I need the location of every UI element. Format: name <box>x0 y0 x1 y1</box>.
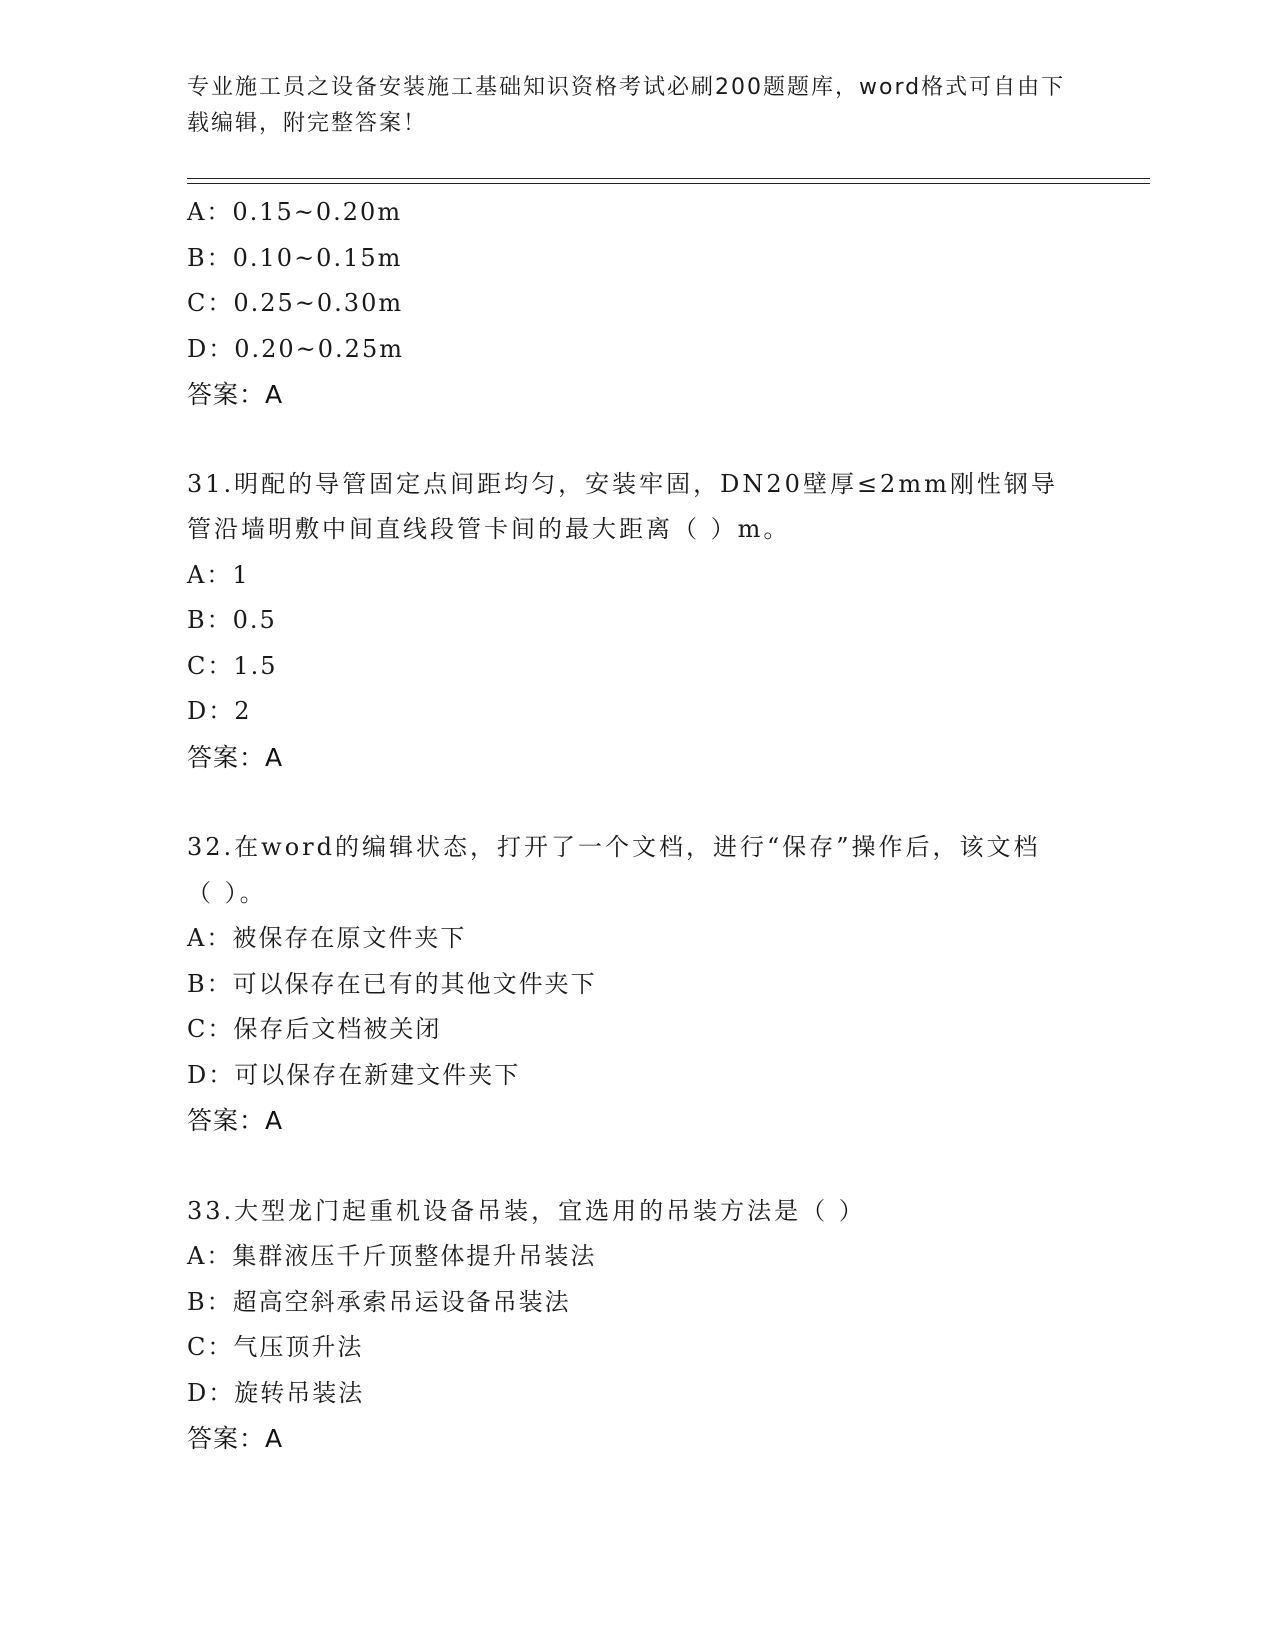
question-block-31 <box>187 462 1087 781</box>
option-c: C：1.5 <box>187 651 278 680</box>
option-c: C：气压顶升法 <box>187 1333 364 1361</box>
document-header: 专业施工员之设备安装施工基础知识资格考试必刷200题题库，word格式可自由下载编辑，附完整答案！ <box>187 75 1066 136</box>
spacer <box>187 418 1087 462</box>
option-b: B：可以保存在已有的其他文件夹下 <box>187 969 597 998</box>
option-a: A：0.15~0.20m <box>187 198 403 226</box>
header-divider-bottom <box>187 183 1150 184</box>
question-block-33 <box>187 1189 1087 1462</box>
question-block-32 <box>187 825 1087 1144</box>
question-text: 33.大型龙门起重机设备吊装，宜选用的吊装方法是（ ） <box>187 1196 866 1225</box>
question-list <box>187 190 1087 1462</box>
option-c: C：0.25~0.30m <box>187 289 404 317</box>
option-a: A：1 <box>187 560 250 589</box>
option-a: A：集群液压千斤顶整体提升吊装法 <box>187 1242 597 1270</box>
option-d: D：2 <box>187 697 252 725</box>
option-d: D：0.20~0.25m <box>187 334 404 363</box>
option-d: D：旋转吊装法 <box>187 1378 365 1407</box>
answer-label: 答案：A <box>187 742 284 772</box>
option-b: B：0.10~0.15m <box>187 243 403 272</box>
option-a: A：被保存在原文件夹下 <box>187 924 467 952</box>
spacer <box>187 780 1087 825</box>
option-b: B：0.5 <box>187 606 277 634</box>
header-divider-top <box>187 178 1150 179</box>
answer-label: 答案：A <box>187 380 284 409</box>
answer-label: 答案：A <box>187 1424 284 1453</box>
prev-question-block <box>187 190 1087 418</box>
option-d: D：可以保存在新建文件夹下 <box>187 1060 521 1089</box>
question-text: 31.明配的导管固定点间距均匀，安装牢固，DN20壁厚≤2mm刚性钢导管沿墙明敷中间直线段管卡间的最大距离（ ）m。 <box>187 469 1058 543</box>
option-b: B：超高空斜承索吊运设备吊装法 <box>187 1287 571 1316</box>
spacer <box>187 1144 1087 1189</box>
answer-label: 答案：A <box>187 1106 284 1135</box>
option-c: C：保存后文档被关闭 <box>187 1015 442 1043</box>
question-text: 32.在word的编辑状态，打开了一个文档，进行“保存”操作后，该文档（ ）。 <box>187 833 1041 907</box>
